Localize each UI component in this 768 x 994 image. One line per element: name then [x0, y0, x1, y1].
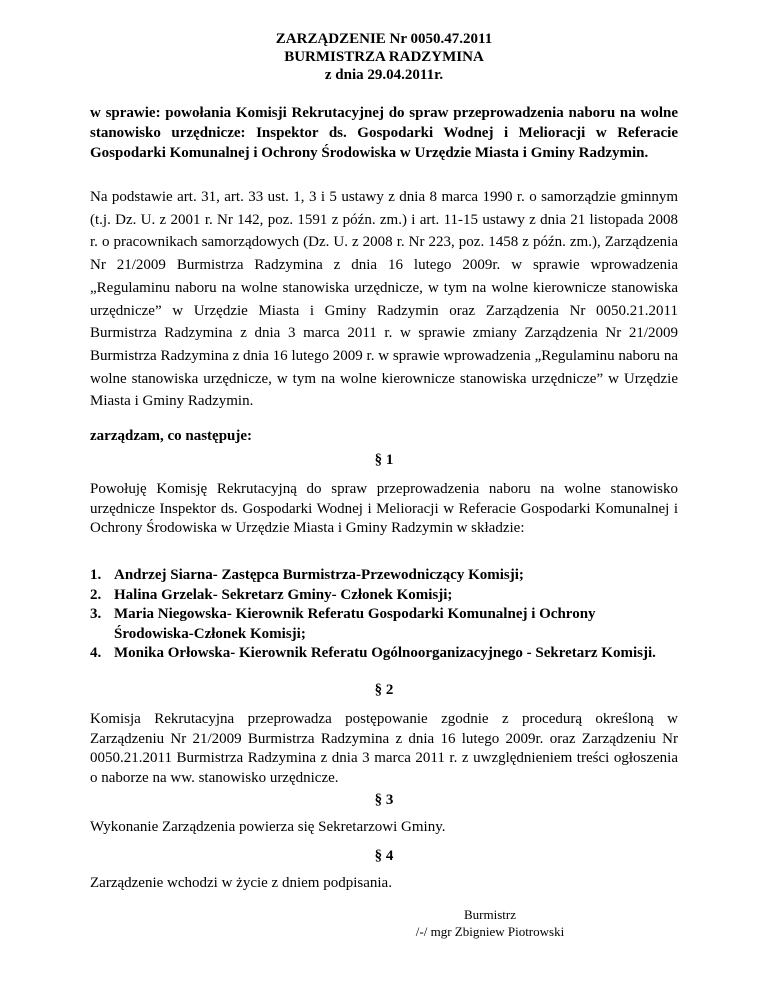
- list-item: [90, 605, 678, 644]
- list-item-text: Halina Grzelak- Sekretarz Gminy- Członek Komisji;: [114, 586, 453, 603]
- list-item: [90, 586, 678, 606]
- section-mark-3: § 3: [374, 792, 394, 808]
- legal-basis-paragraph: Na podstawie art. 31, art. 33 ust. 1, 3 i 5 ustawy z dnia 8 marca 1990 r. o samorządzie gminnym (t.j. Dz. U. z 2001 r. Nr 142, poz. 1591 z późn. zm.) i art. 11-15 ustawy z dnia 21 listopada 2008 r. o pracownikach samorządowych (Dz. U. z 2008 r. Nr 223, poz. 1458 z późn. zm.), Zarządzenia Nr 21/2009 Burmistrza Radzymina z dnia 16 lutego 2009r. w sprawie wprowadzenia „Regulaminu naboru na wolne stanowiska urzędnicze, w tym na wolne kierownicze stanowiska urzędnicze” w Urzędzie Miasta i Gminy Radzymin oraz Zarządzenia Nr 0050.21.2011 Burmistrza Radzymina z dnia 3 marca 2011 r. w sprawie zmiany Zarządzenia Nr 21/2009 Burmistrza Radzymina z dnia 16 lutego 2009 r. w sprawie wprowadzenia „Regulaminu naboru na wolne stanowiska urzędnicze, w tym na wolne kierownicze stanowiska urzędnicze” w Urzędzie Miasta i Gminy Radzymin.: [90, 189, 678, 410]
- list-item-number: 2.: [90, 586, 102, 603]
- signature-name: /-/ mgr Zbigniew Piotrowski: [415, 924, 565, 939]
- document-title: ZARZĄDZENIE Nr 0050.47.2011: [275, 31, 493, 47]
- subject-paragraph: w sprawie: powołania Komisji Rekrutacyjnej do spraw przeprowadzenia naboru na wolne stanowisko urzędnicze: Inspektor ds. Gospodarki Wodnej i Melioracji w Referacie Gospodarki Komunalnej i Ochrony Środowiska w Urzędzie Miasta i Gminy Radzymin.: [90, 105, 678, 161]
- section-mark-1: § 1: [374, 452, 394, 468]
- list-item-number: 4.: [90, 645, 102, 661]
- section-1-text: Powołuję Komisję Rekrutacyjną do spraw przeprowadzenia naboru na wolne stanowisko urzędnicze Inspektor ds. Gospodarki Wodnej i Melioracji w Referacie Gospodarki Komunalnej i Ochrony Środowiska w Urzędzie Miasta i Gminy Radzymin w składzie:: [90, 481, 678, 536]
- list-item: [90, 566, 678, 586]
- section-3-text: Wykonanie Zarządzenia powierza się Sekretarzowi Gminy.: [90, 819, 446, 835]
- list-item-text: Monika Orłowska- Kierownik Referatu Ogólnoorganizacyjnego - Sekretarz Komisji.: [114, 645, 656, 661]
- list-item-number: 1.: [90, 567, 102, 583]
- section-2-text: Komisja Rekrutacyjna przeprowadza postępowanie zgodnie z procedurą określoną w Zarządzeniu Nr 21/2009 Burmistrza Radzymina z dnia 16 lutego 2009r. oraz Zarządzeniu Nr 0050.21.2011 Burmistrza Radzymina z dnia 3 marca 2011 r. z uwzględnieniem treści ogłoszenia o naborze na ww. stanowisko urzędnicze.: [90, 711, 678, 786]
- list-item-text: Maria Niegowska- Kierownik Referatu Gospodarki Komunalnej i Ochrony Środowiska-Członek Komisji;: [114, 606, 596, 642]
- document-header: [0, 30, 768, 84]
- list-item-number: 3.: [90, 606, 102, 622]
- decree-line: zarządzam, co następuje:: [90, 428, 253, 444]
- section-mark-4: § 4: [374, 848, 394, 864]
- list-item-text: Andrzej Siarna- Zastępca Burmistrza-Przewodniczący Komisji;: [114, 567, 524, 583]
- signature-block: [390, 906, 590, 940]
- list-item: [90, 644, 678, 664]
- signature-title: Burmistrz: [464, 907, 516, 922]
- issuer: BURMISTRZA RADZYMINA: [284, 49, 484, 65]
- committee-members-list: [90, 566, 678, 664]
- issue-date: z dnia 29.04.2011r.: [324, 67, 444, 83]
- section-4-text: Zarządzenie wchodzi w życie z dniem podpisania.: [90, 875, 392, 891]
- section-mark-2: § 2: [374, 682, 394, 698]
